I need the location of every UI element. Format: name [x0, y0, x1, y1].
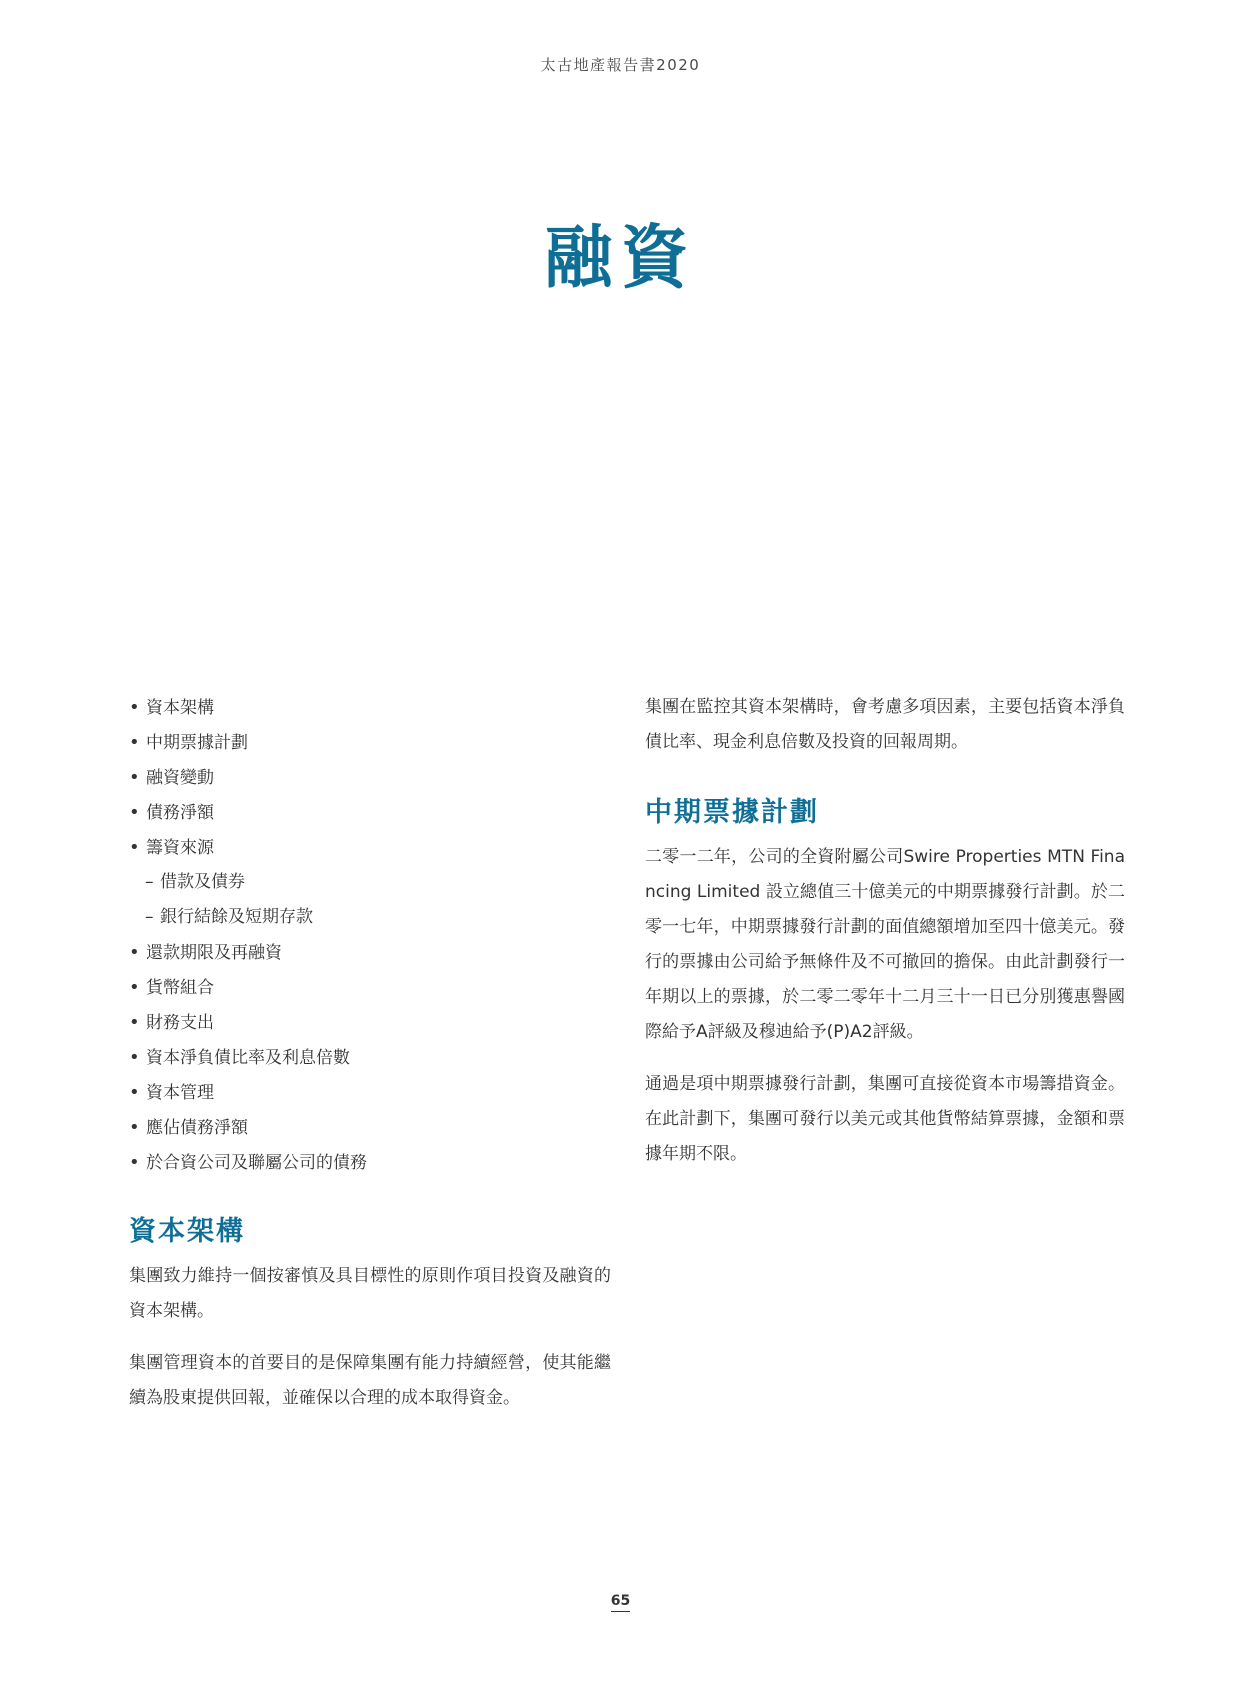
contents-item: • 融資變動 [129, 760, 611, 795]
bullet-icon: • [129, 1152, 140, 1173]
bullet-icon: • [129, 1082, 140, 1103]
bullet-icon: • [129, 1012, 140, 1033]
bullet-icon: • [129, 802, 140, 823]
bullet-icon: • [129, 1117, 140, 1138]
left-column [129, 690, 611, 1416]
dash-icon: – [145, 872, 154, 892]
contents-item: • 貨幣組合 [129, 970, 611, 1005]
contents-subitem: – 銀行結餘及短期存款 [129, 900, 611, 935]
mtn-programme-paragraph: 通過是項中期票據發行計劃，集團可直接從資本市場籌措資金。在此計劃下，集團可發行以美元或其他貨幣結算票據，金額和票據年期不限。 [645, 1074, 1125, 1164]
contents-item: • 還款期限及再融資 [129, 935, 611, 970]
capital-structure-heading: 資本架構 [129, 1216, 245, 1247]
page-number-label: 65 [611, 1593, 630, 1612]
bullet-icon: • [129, 942, 140, 963]
contents-item: • 籌資來源 [129, 830, 611, 865]
page-title: 融資 [544, 219, 697, 298]
capital-structure-paragraph: 集團致力維持一個按審慎及具目標性的原則作項目投資及融資的資本架構。 [129, 1266, 611, 1321]
contents-item: • 於合資公司及聯屬公司的債務 [129, 1145, 611, 1180]
page-number [0, 1590, 1241, 1612]
bullet-icon: • [129, 732, 140, 753]
bullet-icon: • [129, 1047, 140, 1068]
capital-structure-paragraph: 集團管理資本的首要目的是保障集團有能力持續經營，使其能繼續為股東提供回報，並確保以合理的成本取得資金。 [129, 1353, 611, 1408]
contents-item: • 資本管理 [129, 1075, 611, 1110]
contents-subitem: – 借款及債券 [129, 865, 611, 900]
dash-icon: – [145, 907, 154, 927]
contents-item: • 中期票據計劃 [129, 725, 611, 760]
mtn-programme-paragraph: 二零一二年，公司的全資附屬公司Swire Properties MTN Financing Limited 設立總值三十億美元的中期票據發行計劃。於二零一七年，中期票據發行計劃的面值總額增加至四十億美元。發行的票據由公司給予無條件及不可撤回的擔保。由此計劃發行一年期以上的票據，於二零二零年十二月三十一日已分別獲惠譽國際給予A評級及穆迪給予(P)A2評級。 [645, 847, 1126, 1042]
bullet-icon: • [129, 977, 140, 998]
bullet-icon: • [129, 837, 140, 858]
contents-item: • 資本架構 [129, 690, 611, 725]
contents-list [129, 690, 611, 1180]
contents-item: • 應佔債務淨額 [129, 1110, 611, 1145]
mtn-programme-heading: 中期票據計劃 [645, 797, 819, 828]
contents-item: • 資本淨負債比率及利息倍數 [129, 1040, 611, 1075]
running-header: 太古地產報告書2020 [540, 56, 701, 74]
bullet-icon: • [129, 697, 140, 718]
right-column [645, 690, 1125, 1172]
contents-item: • 財務支出 [129, 1005, 611, 1040]
contents-item: • 債務淨額 [129, 795, 611, 830]
bullet-icon: • [129, 767, 140, 788]
capital-monitoring-paragraph: 集團在監控其資本架構時，會考慮多項因素，主要包括資本淨負債比率、現金利息倍數及投資的回報周期。 [645, 697, 1125, 752]
